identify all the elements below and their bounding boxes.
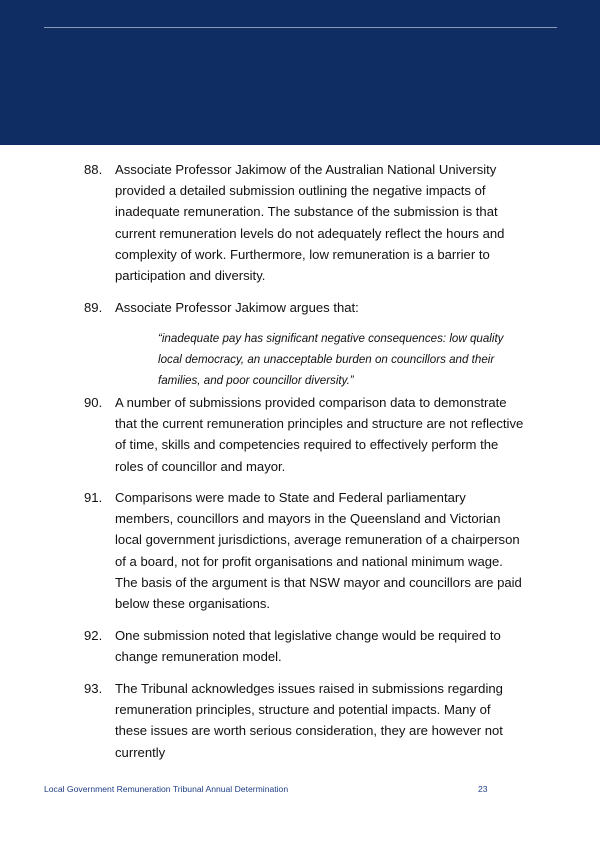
paragraph-89 [84,297,524,318]
paragraph-91 [84,487,524,614]
paragraph-number: 91. [84,490,103,505]
paragraph-text: Comparisons were made to State and Federal parliamentary members, councillors and mayors in the Queensland and Victorian local government jurisdictions, average remuneration of a chairperson of a board, not for profit organisations and national minimum wage. The basis of the argument is that NSW mayor and councillors are paid below these organisations. [115,490,522,612]
paragraph-number: 88. [84,162,103,177]
footer-title: Local Government Remuneration Tribunal Annual Determination [44,784,289,794]
paragraph-number: 89. [84,300,103,315]
paragraph-number: 90. [84,395,103,410]
paragraph-92 [84,625,524,667]
paragraph-text: The Tribunal acknowledges issues raised in submissions regarding remuneration principles, structure and potential impacts. Many of these issues are worth serious consideration, they are however not currently [115,681,503,760]
block-quote: “inadequate pay has significant negative consequences: low quality local democracy, an unacceptable burden on councillors and their families, and poor councillor diversity.” [158,332,504,387]
paragraph-text: One submission noted that legislative change would be required to change remuneration model. [115,628,501,665]
paragraph-number: 92. [84,628,103,643]
header-rule [44,27,557,28]
paragraph-text: Associate Professor Jakimow of the Australian National University provided a detailed submission outlining the negative impacts of inadequate remuneration. The substance of the submission is that current remuneration levels do not adequately reflect the hours and complexity of work. Furthermore, low remuneration is a barrier to participation and diversity. [115,162,505,284]
paragraph-88 [84,159,524,286]
header-band [0,0,600,145]
paragraph-text: A number of submissions provided comparison data to demonstrate that the current remuneration principles and structure are not reflective of time, skills and competencies required to effectively perform the roles of councillor and mayor. [115,395,524,474]
paragraph-text: Associate Professor Jakimow argues that: [115,300,359,315]
page-number: 23 [478,784,488,794]
paragraph-90 [84,392,524,477]
paragraph-93 [84,678,524,763]
paragraph-number: 93. [84,681,103,696]
